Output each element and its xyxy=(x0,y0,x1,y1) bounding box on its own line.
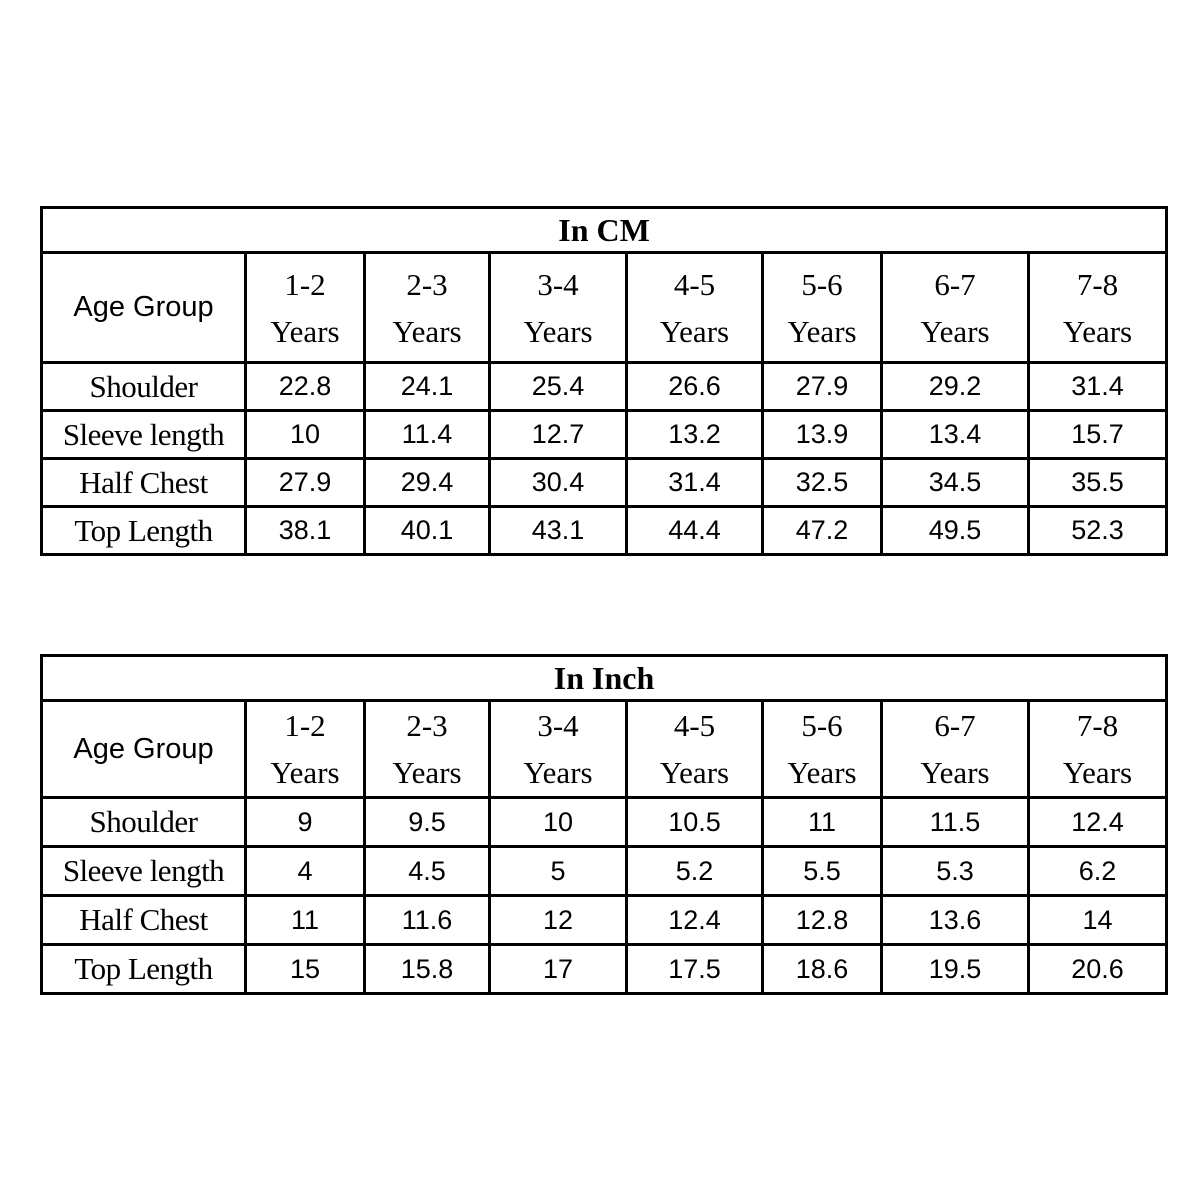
row-label: Shoulder xyxy=(42,798,246,847)
cell-value: 17.5 xyxy=(627,945,763,994)
cell-value: 12 xyxy=(490,896,627,945)
cell-value: 12.4 xyxy=(627,896,763,945)
age-unit: Years xyxy=(1062,313,1133,349)
cell-value: 11 xyxy=(246,896,365,945)
age-column-header xyxy=(763,701,882,798)
age-range: 5-6 xyxy=(801,266,843,302)
table-title: In Inch xyxy=(42,656,1167,701)
table-row xyxy=(42,847,1167,896)
age-unit: Years xyxy=(270,755,340,790)
cell-value: 14 xyxy=(1029,896,1167,945)
age-group-header-row xyxy=(42,253,1167,363)
age-range: 1-2 xyxy=(284,266,326,302)
age-unit: Years xyxy=(920,313,990,349)
cell-value: 10.5 xyxy=(627,798,763,847)
cell-value: 13.4 xyxy=(882,411,1029,459)
cell-value: 26.6 xyxy=(627,363,763,411)
cell-value: 44.4 xyxy=(627,507,763,555)
age-range: 3-4 xyxy=(537,708,579,743)
cell-value: 18.6 xyxy=(763,945,882,994)
cell-value: 17 xyxy=(490,945,627,994)
table-row xyxy=(42,507,1167,555)
age-range: 2-3 xyxy=(406,266,448,302)
row-label: Sleeve length xyxy=(42,847,246,896)
age-column-header xyxy=(246,253,365,363)
age-range: 7-8 xyxy=(1076,266,1119,302)
age-column-header xyxy=(763,253,882,363)
age-column-header xyxy=(490,701,627,798)
size-table-cm xyxy=(40,206,1168,556)
cell-value: 13.9 xyxy=(763,411,882,459)
cell-value: 29.2 xyxy=(882,363,1029,411)
age-range: 5-6 xyxy=(801,708,843,743)
cell-value: 47.2 xyxy=(763,507,882,555)
age-range: 3-4 xyxy=(537,266,579,302)
cell-value: 11.4 xyxy=(365,411,490,459)
cell-value: 40.1 xyxy=(365,507,490,555)
age-column-header xyxy=(882,253,1029,363)
cell-value: 13.2 xyxy=(627,411,763,459)
cell-value: 31.4 xyxy=(1029,363,1167,411)
table-row xyxy=(42,411,1167,459)
cell-value: 15.7 xyxy=(1029,411,1167,459)
table-row xyxy=(42,896,1167,945)
age-unit: Years xyxy=(392,755,462,790)
age-column-header xyxy=(490,253,627,363)
cell-value: 24.1 xyxy=(365,363,490,411)
age-unit: Years xyxy=(270,313,340,349)
age-range: 4-5 xyxy=(673,266,716,302)
cell-value: 49.5 xyxy=(882,507,1029,555)
cell-value: 11 xyxy=(763,798,882,847)
row-label: Shoulder xyxy=(42,363,246,411)
cell-value: 5.3 xyxy=(882,847,1029,896)
age-column-header xyxy=(365,701,490,798)
table-row xyxy=(42,363,1167,411)
cell-value: 27.9 xyxy=(763,363,882,411)
age-range: 1-2 xyxy=(284,708,326,743)
cell-value: 11.5 xyxy=(882,798,1029,847)
age-range: 7-8 xyxy=(1076,708,1119,743)
cell-value: 13.6 xyxy=(882,896,1029,945)
age-unit: Years xyxy=(659,313,730,349)
cell-value: 15 xyxy=(246,945,365,994)
age-unit: Years xyxy=(920,755,990,790)
age-group-label: Age Group xyxy=(42,701,246,798)
cell-value: 52.3 xyxy=(1029,507,1167,555)
cell-value: 4.5 xyxy=(365,847,490,896)
age-column-header xyxy=(627,253,763,363)
row-label: Sleeve length xyxy=(42,411,246,459)
cell-value: 11.6 xyxy=(365,896,490,945)
age-unit: Years xyxy=(787,755,857,790)
table-title-row xyxy=(42,208,1167,253)
cell-value: 22.8 xyxy=(246,363,365,411)
cell-value: 12.8 xyxy=(763,896,882,945)
cell-value: 12.7 xyxy=(490,411,627,459)
table-title: In CM xyxy=(42,208,1167,253)
cell-value: 5.5 xyxy=(763,847,882,896)
cell-value: 15.8 xyxy=(365,945,490,994)
cell-value: 38.1 xyxy=(246,507,365,555)
age-column-header xyxy=(627,701,763,798)
row-label: Half Chest xyxy=(42,459,246,507)
cell-value: 25.4 xyxy=(490,363,627,411)
age-unit: Years xyxy=(659,755,730,790)
age-column-header xyxy=(365,253,490,363)
age-unit: Years xyxy=(523,313,593,349)
cell-value: 5 xyxy=(490,847,627,896)
age-group-label: Age Group xyxy=(42,253,246,363)
cell-value: 32.5 xyxy=(763,459,882,507)
cell-value: 12.4 xyxy=(1029,798,1167,847)
age-unit: Years xyxy=(392,313,462,349)
table-title-row xyxy=(42,656,1167,701)
cell-value: 9 xyxy=(246,798,365,847)
cell-value: 34.5 xyxy=(882,459,1029,507)
age-column-header xyxy=(1029,253,1167,363)
age-range: 6-7 xyxy=(934,708,976,743)
cell-value: 5.2 xyxy=(627,847,763,896)
cell-value: 6.2 xyxy=(1029,847,1167,896)
cell-value: 30.4 xyxy=(490,459,627,507)
age-column-header xyxy=(246,701,365,798)
cell-value: 9.5 xyxy=(365,798,490,847)
age-column-header xyxy=(882,701,1029,798)
cell-value: 35.5 xyxy=(1029,459,1167,507)
age-range: 2-3 xyxy=(406,708,448,743)
age-unit: Years xyxy=(523,755,593,790)
table-row xyxy=(42,459,1167,507)
age-column-header xyxy=(1029,701,1167,798)
row-label: Top Length xyxy=(42,507,246,555)
table-row xyxy=(42,798,1167,847)
age-range: 4-5 xyxy=(673,708,716,743)
cell-value: 10 xyxy=(490,798,627,847)
cell-value: 29.4 xyxy=(365,459,490,507)
age-unit: Years xyxy=(787,313,857,349)
cell-value: 4 xyxy=(246,847,365,896)
cell-value: 10 xyxy=(246,411,365,459)
cell-value: 20.6 xyxy=(1029,945,1167,994)
age-range: 6-7 xyxy=(934,266,976,302)
row-label: Top Length xyxy=(42,945,246,994)
age-unit: Years xyxy=(1062,755,1133,790)
cell-value: 43.1 xyxy=(490,507,627,555)
cell-value: 27.9 xyxy=(246,459,365,507)
row-label: Half Chest xyxy=(42,896,246,945)
cell-value: 31.4 xyxy=(627,459,763,507)
cell-value: 19.5 xyxy=(882,945,1029,994)
age-group-header-row xyxy=(42,701,1167,798)
table-row xyxy=(42,945,1167,994)
size-table-inch xyxy=(40,654,1168,995)
